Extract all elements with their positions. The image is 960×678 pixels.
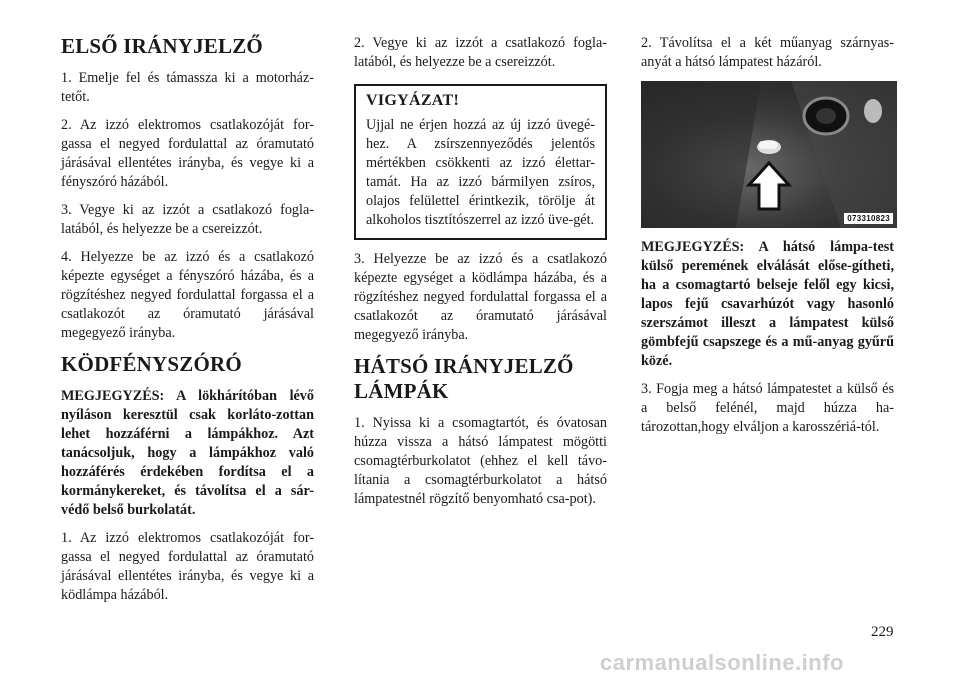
fog-step-2: 2. Vegye ki az izzót a csatlakozó fogla-latából, és helyezze be a csereizzót. [354, 35, 607, 70]
tail-lamp-photo [641, 81, 897, 228]
page-number: 229 [871, 624, 894, 640]
note-tail-lamp: MEGJEGYZÉS: A hátsó lámpa-test külső peremének elválását előse-gítheti, ha a csomagtartó belseje felől egy kicsi, lapos fejű csavarhúzót vagy hasonló szerszámot illeszt a lámpatest külső gömbfejű csapszege és a mű-anyag gyűrű közé. [641, 239, 894, 369]
watermark-link[interactable]: carmanualsonline.info [600, 650, 844, 675]
rear-step-2: 2. Távolítsa el a két műanyag szárnyas-anyát a hátsó lámpatest házáról. [641, 35, 894, 70]
heading-fog-light: KÖDFÉNYSZÓRÓ [61, 352, 242, 376]
column-1 [61, 34, 314, 614]
step-3-bulb: 3. Vegye ki az izzót a csatlakozó fogla-latából, és helyezze be a csereizzót. [61, 202, 314, 237]
column-2 [354, 34, 607, 518]
column-3 [641, 34, 894, 446]
step-2-connector: 2. Az izzó elektromos csatlakozóját for-gassa el negyed fordulattal az óramutató járásával ellentétes irányba, és vegye ki a fényszóró házából. [61, 117, 314, 190]
fog-step-3: 3. Helyezze be az izzó és a csatlakozó képezte egységet a ködlámpa házába, és a rögzítéshez negyed fordulattal forgassa el a csatlakozót az óramutató járásával megegyező irányba. [354, 251, 607, 343]
rear-step-3: 3. Fogja meg a hátsó lámpatestet a külső és a belső felénél, majd húzza ha-tározottan,hogy elváljon a karosszériá-tól. [641, 381, 894, 435]
step-1-hood: 1. Emelje fel és támassza ki a motorház-tetőt. [61, 70, 314, 105]
heading-rear-turn-signal: HÁTSÓ IRÁNYJELZŐ LÁMPÁK [354, 354, 574, 403]
fog-step-1: 1. Az izzó elektromos csatlakozóját for-gassa el negyed fordulattal az óramutató járásával ellentétes irányba, és vegye ki a ködlámpa házából. [61, 530, 314, 603]
rear-step-1: 1. Nyissa ki a csomagtartót, és óvatosan húzza vissza a hátsó lámpatest mögötti csomagtérburkolatot (ehhez el kell távo-lítania a csomagtérburkolatot a hátsó lámpatestnél rögzítő benyomható csa-pot). [354, 415, 607, 507]
step-4-install: 4. Helyezze be az izzó és a csatlakozó képezte egységet a fényszóró házába, és a rögzítéshez negyed fordulattal forgassa el a csatlakozót az óramutató járásával megegyező irányba. [61, 249, 314, 341]
note-fog-access: MEGJEGYZÉS: A lökhárítóban lévő nyíláson keresztül csak korláto-zottan lehet hozzáférni a lámpákhoz. Azt tanácsoljuk, hogy a lámpákhoz való hozzáférés érdekében fordítsa el a kormánykereket, és távolítsa el a sár-védő belső burkolatát. [61, 388, 314, 518]
warning-text: Ujjal ne érjen hozzá az új izzó üvegé-hez. A zsírszennyeződés jelentős mértékben csökkenti az izzó élettar-tamát. Ha az izzó bármilyen zsíros, olajos felülettel érintkezik, törölje át alkoholos tisztítószerrel az izzó üve-gét. [366, 117, 595, 228]
tail-lamp-photo-graphic [641, 81, 897, 228]
warning-title: VIGYÁZAT! [366, 92, 460, 109]
photo-code: 073310823 [844, 213, 893, 224]
warning-box [354, 84, 607, 240]
heading-front-turn-signal: ELSŐ IRÁNYJELZŐ [61, 34, 263, 58]
